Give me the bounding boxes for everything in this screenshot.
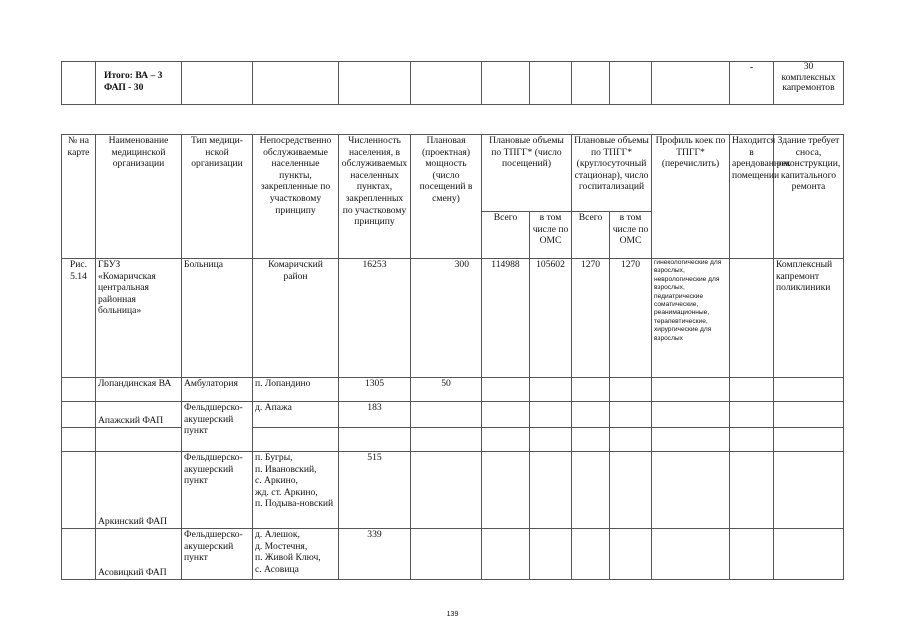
header-org: Наименование медицинской организации <box>96 135 182 259</box>
cell-capacity: 300 <box>411 259 482 378</box>
cell-population: 16253 <box>339 259 411 378</box>
cell-building: Комплексный капремонт поликлиники <box>774 259 844 378</box>
header-row <box>62 135 844 212</box>
subheader-visits-oms: в том числе по ОМС <box>530 212 572 259</box>
cell-population: 1305 <box>339 378 411 402</box>
cell-org: Лопандинская ВА <box>96 378 182 402</box>
cell-population: 339 <box>339 529 411 580</box>
cell-org: Апажский ФАП <box>96 402 182 428</box>
header-population: Численность населения, в обслуживаемых населенных пунктах, закрепленных по участковому принципу <box>339 135 411 259</box>
header-capacity: Плановая (проектная) мощность (число посещений в смену) <box>411 135 482 259</box>
table-row <box>62 259 844 378</box>
cell-type: Фельдшерско-акушерский пункт <box>182 402 253 452</box>
cell-hosp-total: 1270 <box>572 259 610 378</box>
header-type: Тип медици-нской организации <box>182 135 253 259</box>
cell-type: Фельдшерско-акушерский пункт <box>182 529 253 580</box>
cell-places: д. Апажа <box>253 402 339 428</box>
subheader-hosp-oms: в том числе по ОМС <box>610 212 652 259</box>
header-hospital: Плановые объемы по ТПГГ* (круглосуточный стационар), число госпитализаций <box>572 135 652 212</box>
table-row <box>62 402 844 428</box>
cell-rented <box>730 259 774 378</box>
table-row <box>62 452 844 529</box>
table-row <box>62 378 844 402</box>
cell-places: Комаричский район <box>253 259 339 378</box>
header-num: № на карте <box>62 135 96 259</box>
cell-capacity: 50 <box>411 378 482 402</box>
cell-org: Асовицкий ФАП <box>96 529 182 580</box>
subheader-visits-total: Всего <box>482 212 530 259</box>
cell-places: д. Алешок, д. Мостечня, п. Живой Ключ, с. Асовица <box>253 529 339 580</box>
facilities-table <box>61 134 844 580</box>
cell-org: Аркинский ФАП <box>96 452 182 529</box>
cell-population: 183 <box>339 402 411 428</box>
table-row-continuation <box>62 428 844 452</box>
totals-dash: - <box>730 62 774 105</box>
totals-row <box>62 62 844 105</box>
header-beds: Профиль коек по ТПГГ* (перечислить) <box>652 135 730 259</box>
cell-type: Фельдшерско-акушерский пункт <box>182 452 253 529</box>
totals-label: Итого: ВА – 3 ФАП - 30 <box>96 62 182 105</box>
totals-repairs: 30 комплексных капремонтов <box>774 62 844 105</box>
header-rented: Находится в арендованном помещении <box>730 135 774 259</box>
cell-beds: гинекологические для взрослых, неврологические для взрослых, педиатрические соматические, реанимационные, терапевтические, хирургические для взрослых <box>652 259 730 378</box>
header-places: Непосредственно обслуживаемые населенные пункты, закрепленные по участковому принципу <box>253 135 339 259</box>
cell-population: 515 <box>339 452 411 529</box>
header-building: Здание требует сноса, реконструкции, капитального ремонта <box>774 135 844 259</box>
cell-hosp-oms: 1270 <box>610 259 652 378</box>
cell-type: Амбулатория <box>182 378 253 402</box>
cell-visits-total: 114988 <box>482 259 530 378</box>
cell-places: п. Бугры, п. Ивановский, с. Аркино, жд. ст. Аркино, п. Подыва-новский <box>253 452 339 529</box>
header-visits: Плановые объемы по ТПГГ* (число посещений) <box>482 135 572 212</box>
totals-table <box>61 61 844 105</box>
cell-visits-oms: 105602 <box>530 259 572 378</box>
cell-places: п. Лопандино <box>253 378 339 402</box>
page-number: 139 <box>446 611 459 618</box>
cell-num: Рис. 5.14 <box>62 259 96 378</box>
subheader-hosp-total: Всего <box>572 212 610 259</box>
cell-org: ГБУЗ «Комаричская центральная районная больница» <box>96 259 182 378</box>
cell-type: Больница <box>182 259 253 378</box>
table-row <box>62 529 844 580</box>
